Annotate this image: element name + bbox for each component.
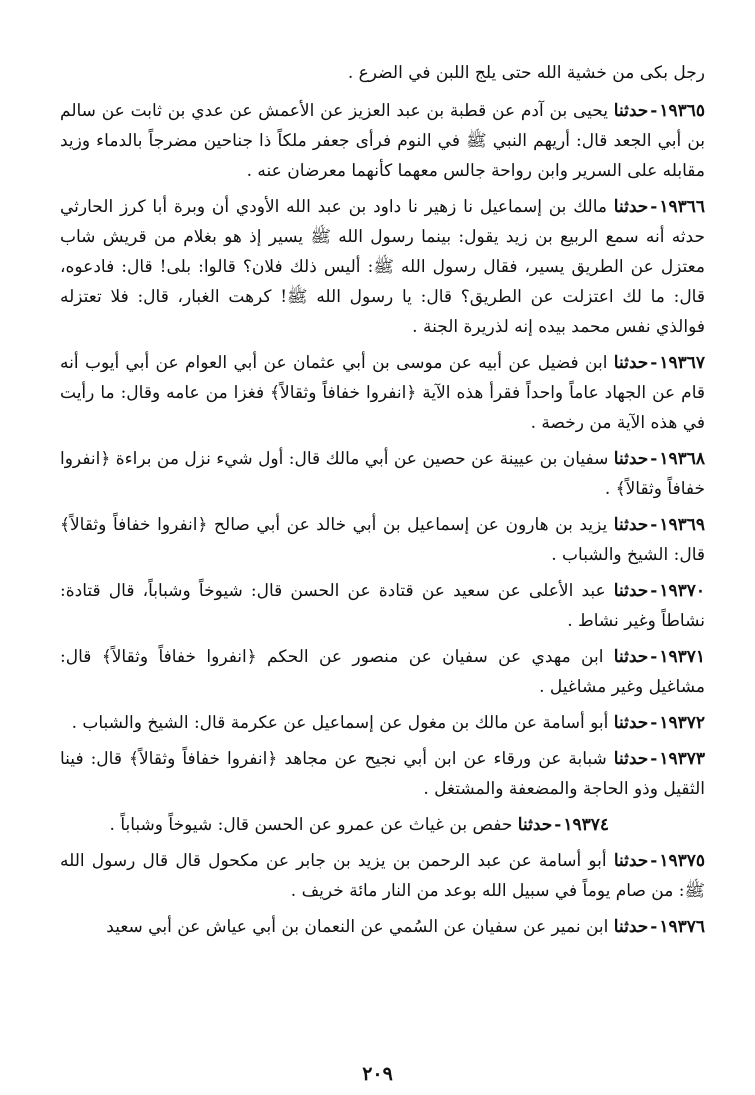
hadith-lead: حدثنا (517, 815, 553, 835)
hadith-lead: حدثنا (613, 851, 649, 871)
hadith-lead: حدثنا (613, 449, 649, 469)
hadith-lead: حدثنا (613, 581, 649, 601)
hadith-text: أبو أسامة عن عبد الرحمن بن يزيد بن جابر عن مكحول قال قال رسول الله ﷺ: من صام يوماً في سبيل الله بوعد من النار مائة خريف . (60, 851, 705, 901)
hadith-number: ١٩٣٦٩ (659, 515, 705, 535)
hadith-entry: ١٩٣٧٥-حدثنا أبو أسامة عن عبد الرحمن بن يزيد بن جابر عن مكحول قال قال رسول الله ﷺ: من صام يوماً في سبيل الله بوعد من النار مائة خريف . (60, 851, 706, 901)
hadith-text: ابن مهدي عن سفيان عن منصور عن الحكم ﴿انفروا خفافاً وثقالاً﴾ قال: مشاغيل وغير مشاغيل . (60, 647, 705, 697)
page-body (60, 58, 705, 1055)
hadith-text: يحيى بن آدم عن قطبة بن عبد العزيز عن الأعمش عن عدي بن ثابت عن سالم بن أبي الجعد قال: أريهم النبي ﷺ في النوم فرأى جعفر ملكاً ذا جناحين مضرجاً بالدماء وزيد مقابله على السرير وابن رواحة جالس معهما كأنهما معرضان عنه . (60, 101, 705, 181)
hadith-text: ابن نمير عن سفيان عن السُمي عن النعمان بن أبي عياش عن أبي سعيد (106, 917, 609, 937)
hadith-number: ١٩٣٦٦ (659, 197, 705, 217)
hadith-number: ١٩٣٧٢ (659, 713, 705, 733)
hadith-number: ١٩٣٧٠ (659, 581, 705, 601)
hadith-entry: ١٩٣٧٤-حدثنا حفص بن غياث عن عمرو عن الحسن قال: شيوخاً وشباباً . (109, 815, 609, 835)
hadith-lead: حدثنا (613, 101, 649, 121)
hadith-number: ١٩٣٧١ (659, 647, 705, 667)
hadith-number: ١٩٣٧٦ (659, 917, 705, 937)
hadith-lead: حدثنا (613, 917, 649, 937)
hadith-text: أبو أسامة عن مالك بن مغول عن إسماعيل عن عكرمة قال: الشيخ والشباب . (71, 713, 609, 733)
hadith-text: عبد الأعلى عن سعيد عن قتادة عن الحسن قال: شيوخاً وشباباً، قال قتادة: نشاطاً وغير نشاط . (60, 581, 705, 631)
hadith-entry: ١٩٣٧٦-حدثنا ابن نمير عن سفيان عن السُمي عن النعمان بن أبي عياش عن أبي سعيد (106, 917, 705, 937)
hadith-text: ابن فضيل عن أبيه عن موسى بن أبي عثمان عن أبي العوام عن أبي أيوب أنه قام عن الجهاد عاماً واحداً فقرأ هذه الآية ﴿انفروا خفافاً وثقالاً﴾ فغزا من عامه وقال: ما رأيت في هذه الآية من رخصة . (60, 353, 705, 433)
hadith-entry: ١٩٣٧٣-حدثنا شبابة عن ورقاء عن ابن أبي نجيح عن مجاهد ﴿انفروا خفافاً وثقالاً﴾ قال: فينا الثقيل وذو الحاجة والمضعفة والمشتغل . (60, 749, 705, 799)
hadith-text: حفص بن غياث عن عمرو عن الحسن قال: شيوخاً وشباباً . (109, 815, 513, 835)
hadith-number: ١٩٣٦٧ (659, 353, 705, 373)
continuation-text: رجل بكى من خشية الله حتى يلج اللبن في الضرع . (347, 63, 705, 83)
hadith-entry: ١٩٣٦٧-حدثنا ابن فضيل عن أبيه عن موسى بن أبي عثمان عن أبي العوام عن أبي أيوب أنه قام عن الجهاد عاماً واحداً فقرأ هذه الآية ﴿انفروا خفافاً وثقالاً﴾ فغزا من عامه وقال: ما رأيت في هذه الآية من رخصة . (60, 353, 705, 433)
hadith-entry: ١٩٣٧١-حدثنا ابن مهدي عن سفيان عن منصور عن الحكم ﴿انفروا خفافاً وثقالاً﴾ قال: مشاغيل وغير مشاغيل . (60, 647, 705, 697)
hadith-number: ١٩٣٧٥ (659, 851, 706, 871)
hadith-entry: ١٩٣٧٠-حدثنا عبد الأعلى عن سعيد عن قتادة عن الحسن قال: شيوخاً وشباباً، قال قتادة: نشاطاً وغير نشاط . (60, 581, 705, 631)
hadith-number: ١٩٣٧٣ (659, 749, 705, 769)
hadith-lead: حدثنا (613, 515, 649, 535)
hadith-number: ١٩٣٦٨ (659, 449, 705, 469)
hadith-entry: ١٩٣٦٥-حدثنا يحيى بن آدم عن قطبة بن عبد العزيز عن الأعمش عن عدي بن ثابت عن سالم بن أبي الجعد قال: أريهم النبي ﷺ في النوم فرأى جعفر ملكاً ذا جناحين مضرجاً بالدماء وزيد مقابله على السرير وابن رواحة جالس معهما كأنهما معرضان عنه . (60, 101, 705, 181)
hadith-lead: حدثنا (613, 197, 649, 217)
hadith-text: مالك بن إسماعيل نا زهير نا داود بن عبد الله الأودي أن وبرة أبا كرز الحارثي حدثه أنه سمع الربيع بن زيد يقول: بينما رسول الله ﷺ يسير إذ هو بغلام من قريش شاب معتزل عن الطريق يسير، فقال رسول الله ﷺ: أليس ذلك فلان؟ قالوا: بلى! قال: فادعوه، قال: ما لك اعتزلت عن الطريق؟ قال: يا رسول الله ﷺ! كرهت الغبار، قال: فلا تعتزله فوالذي نفس محمد بيده إنه لذريرة الجنة . (60, 197, 705, 337)
hadith-entry: ١٩٣٧٢-حدثنا أبو أسامة عن مالك بن مغول عن إسماعيل عن عكرمة قال: الشيخ والشباب . (71, 713, 705, 733)
page-number: ٢٠٩ (362, 1063, 393, 1085)
hadith-entry: ١٩٣٦٦-حدثنا مالك بن إسماعيل نا زهير نا داود بن عبد الله الأودي أن وبرة أبا كرز الحارثي حدثه أنه سمع الربيع بن زيد يقول: بينما رسول الله ﷺ يسير إذ هو بغلام من قريش شاب معتزل عن الطريق يسير، فقال رسول الله ﷺ: أليس ذلك فلان؟ قالوا: بلى! قال: فادعوه، قال: ما لك اعتزلت عن الطريق؟ قال: يا رسول الله ﷺ! كرهت الغبار، قال: فلا تعتزله فوالذي نفس محمد بيده إنه لذريرة الجنة . (60, 197, 705, 337)
hadith-text: شبابة عن ورقاء عن ابن أبي نجيح عن مجاهد ﴿انفروا خفافاً وثقالاً﴾ قال: فينا الثقيل وذو الحاجة والمضعفة والمشتغل . (60, 749, 705, 799)
hadith-number: ١٩٣٦٥ (659, 101, 705, 121)
hadith-lead: حدثنا (613, 749, 649, 769)
hadith-number: ١٩٣٧٤ (563, 815, 609, 835)
hadith-text: يزيد بن هارون عن إسماعيل بن أبي خالد عن أبي صالح ﴿انفروا خفافاً وثقالاً﴾ قال: الشيخ والشباب . (60, 515, 705, 565)
hadith-text: سفيان بن عيينة عن حصين عن أبي مالك قال: أول شيء نزل من براءة ﴿انفروا خفافاً وثقالاً﴾ . (60, 449, 705, 499)
hadith-lead: حدثنا (613, 647, 649, 667)
hadith-entry: ١٩٣٦٨-حدثنا سفيان بن عيينة عن حصين عن أبي مالك قال: أول شيء نزل من براءة ﴿انفروا خفافاً وثقالاً﴾ . (60, 449, 705, 499)
hadith-lead: حدثنا (613, 353, 649, 373)
hadith-entry: ١٩٣٦٩-حدثنا يزيد بن هارون عن إسماعيل بن أبي خالد عن أبي صالح ﴿انفروا خفافاً وثقالاً﴾ قال: الشيخ والشباب . (60, 515, 705, 565)
hadith-lead: حدثنا (613, 713, 649, 733)
